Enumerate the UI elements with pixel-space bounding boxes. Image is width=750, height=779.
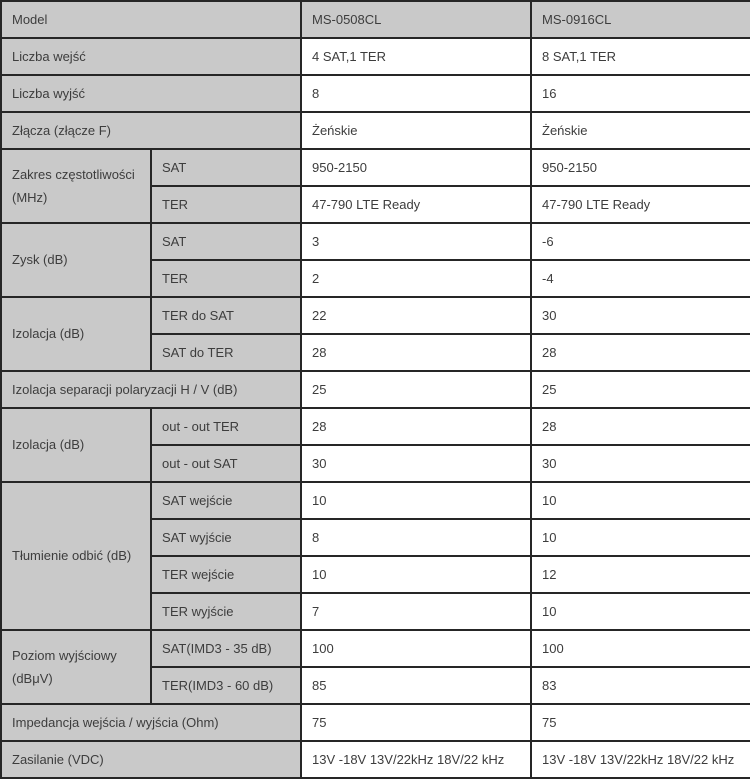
value-cell: 7 xyxy=(301,593,531,630)
value-cell: 8 xyxy=(301,75,531,112)
row-sublabel-cell: TER wyjście xyxy=(151,593,301,630)
value-cell: 2 xyxy=(301,260,531,297)
value-cell: 28 xyxy=(531,408,750,445)
value-cell: 10 xyxy=(531,482,750,519)
value-cell: 75 xyxy=(531,704,750,741)
row-label-cell: Izolacja separacji polaryzacji H / V (dB) xyxy=(1,371,301,408)
value-cell: 28 xyxy=(531,334,750,371)
table-row-header xyxy=(1,1,750,38)
value-cell: 8 SAT,1 TER xyxy=(531,38,750,75)
table-row xyxy=(1,741,750,778)
value-cell: 47-790 LTE Ready xyxy=(531,186,750,223)
row-sublabel-cell: TER xyxy=(151,260,301,297)
value-cell: Żeńskie xyxy=(531,112,750,149)
value-cell: 28 xyxy=(301,334,531,371)
value-cell: 12 xyxy=(531,556,750,593)
header-model-label: Model xyxy=(1,1,301,38)
value-cell: 85 xyxy=(301,667,531,704)
row-sublabel-cell: TER wejście xyxy=(151,556,301,593)
value-cell: 25 xyxy=(531,371,750,408)
row-label-cell: Impedancja wejścia / wyjścia (Ohm) xyxy=(1,704,301,741)
value-cell: 4 SAT,1 TER xyxy=(301,38,531,75)
value-cell: 10 xyxy=(301,482,531,519)
value-cell: 30 xyxy=(301,445,531,482)
value-cell: 100 xyxy=(301,630,531,667)
value-cell: 3 xyxy=(301,223,531,260)
row-label-cell: Złącza (złącze F) xyxy=(1,112,301,149)
value-cell: 950-2150 xyxy=(531,149,750,186)
row-sublabel-cell: out - out TER xyxy=(151,408,301,445)
value-cell: 13V -18V 13V/22kHz 18V/22 kHz xyxy=(531,741,750,778)
value-cell: 83 xyxy=(531,667,750,704)
value-cell: 22 xyxy=(301,297,531,334)
row-sublabel-cell: SAT xyxy=(151,149,301,186)
value-cell: -6 xyxy=(531,223,750,260)
value-cell: 10 xyxy=(301,556,531,593)
group-label-cell: Izolacja (dB) xyxy=(1,408,151,482)
row-sublabel-cell: TER(IMD3 - 60 dB) xyxy=(151,667,301,704)
value-cell: 16 xyxy=(531,75,750,112)
row-sublabel-cell: SAT do TER xyxy=(151,334,301,371)
value-cell: 28 xyxy=(301,408,531,445)
table-row xyxy=(1,75,750,112)
value-cell: 75 xyxy=(301,704,531,741)
row-label-cell: Zasilanie (VDC) xyxy=(1,741,301,778)
table-row xyxy=(1,704,750,741)
value-cell: 30 xyxy=(531,297,750,334)
row-sublabel-cell: SAT(IMD3 - 35 dB) xyxy=(151,630,301,667)
value-cell: -4 xyxy=(531,260,750,297)
group-label-cell: Poziom wyjściowy (dBμV) xyxy=(1,630,151,704)
table-row xyxy=(1,371,750,408)
header-model-2: MS-0916CL xyxy=(531,1,750,38)
row-sublabel-cell: TER do SAT xyxy=(151,297,301,334)
value-cell: Żeńskie xyxy=(301,112,531,149)
row-label-cell: Liczba wyjść xyxy=(1,75,301,112)
value-cell: 8 xyxy=(301,519,531,556)
table-row xyxy=(1,38,750,75)
table-row xyxy=(1,630,750,667)
value-cell: 10 xyxy=(531,519,750,556)
table-row xyxy=(1,149,750,186)
table-row xyxy=(1,482,750,519)
value-cell: 47-790 LTE Ready xyxy=(301,186,531,223)
row-label-cell: Liczba wejść xyxy=(1,38,301,75)
value-cell: 13V -18V 13V/22kHz 18V/22 kHz xyxy=(301,741,531,778)
table-row xyxy=(1,223,750,260)
header-model-1: MS-0508CL xyxy=(301,1,531,38)
group-label-cell: Tłumienie odbić (dB) xyxy=(1,482,151,630)
row-sublabel-cell: SAT wejście xyxy=(151,482,301,519)
row-sublabel-cell: TER xyxy=(151,186,301,223)
value-cell: 950-2150 xyxy=(301,149,531,186)
row-sublabel-cell: out - out SAT xyxy=(151,445,301,482)
value-cell: 10 xyxy=(531,593,750,630)
table-row xyxy=(1,297,750,334)
value-cell: 100 xyxy=(531,630,750,667)
group-label-cell: Zysk (dB) xyxy=(1,223,151,297)
table-row xyxy=(1,112,750,149)
table-row xyxy=(1,408,750,445)
group-label-cell: Izolacja (dB) xyxy=(1,297,151,371)
value-cell: 25 xyxy=(301,371,531,408)
value-cell: 30 xyxy=(531,445,750,482)
group-label-cell: Zakres częstotliwości (MHz) xyxy=(1,149,151,223)
row-sublabel-cell: SAT xyxy=(151,223,301,260)
row-sublabel-cell: SAT wyjście xyxy=(151,519,301,556)
